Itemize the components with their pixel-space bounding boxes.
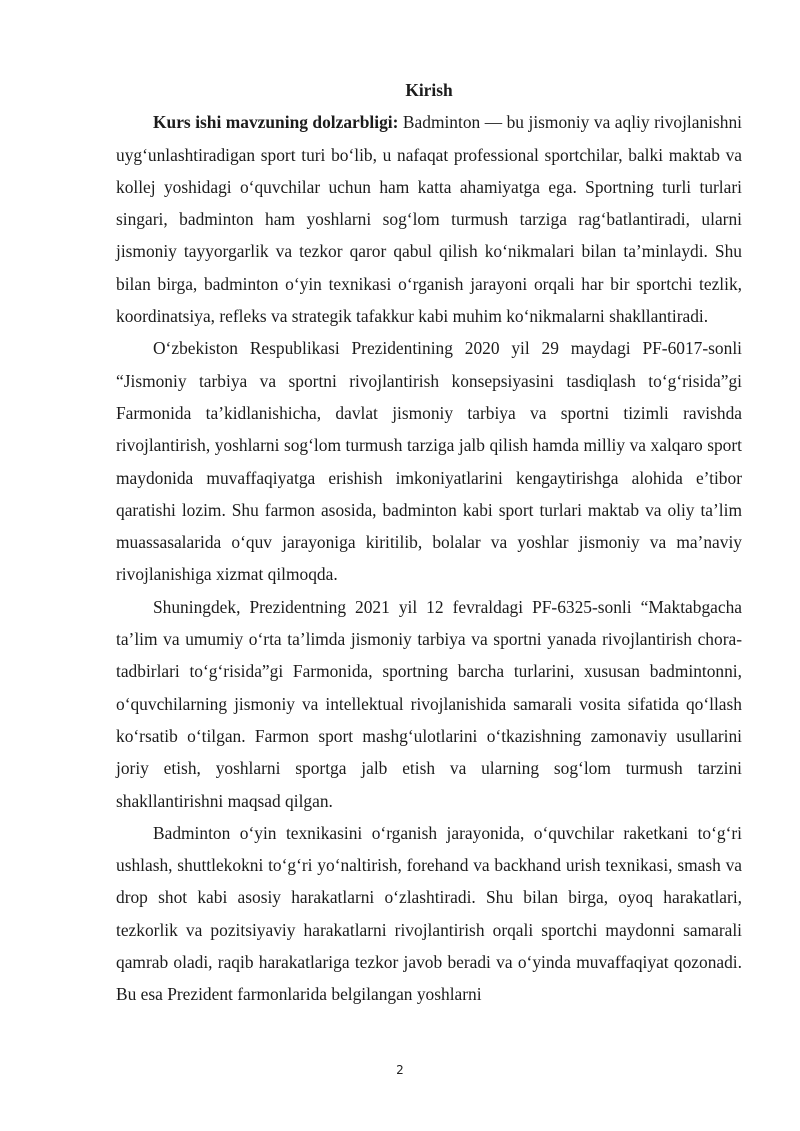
paragraph-technique: [116, 817, 742, 1011]
paragraph-decree-2020: [116, 332, 742, 590]
paragraph-text: Badminton o‘yin texnikasini o‘rganish jarayonida, o‘quvchilar raketkani to‘g‘ri ushlash, shuttlekokni to‘g‘ri yo‘naltirish, forehand va backhand urish texnikasi, smash va drop shot kabi asosiy harakatlarni o‘zlashtiradi. Shu bilan birga, oyoq harakatlari, tezkorlik va pozitsiyaviy harakatlarni rivojlantirish orqali sportchi maydonni samarali qamrab oladi, raqib harakatlariga tezkor javob beradi va o‘yinda muvaffaqiyat qozonadi. Bu esa Prezident farmonlarida belgilangan yoshlarni: [116, 822, 742, 1005]
page-number: 2: [396, 1063, 404, 1077]
paragraph-text: O‘zbekiston Respublikasi Prezidentining 2020 yil 29 maydagi PF-6017-sonli “Jismoniy tarbiya va sportni rivojlantirish konsepsiyasini tasdiqlash to‘g‘risida”gi Farmonida ta’kidlanishicha, davlat jismoniy tarbiya va sportni tizimli ravishda rivojlantirish, yoshlarni sog‘lom turmush tarziga jalb qilish hamda milliy va xalqaro sport maydonida muvaffaqiyatga erishish imkoniyatlarini kengaytirishga alohida e’tibor qaratishi lozim. Shu farmon asosida, badminton kabi sport turlari maktab va oliy ta’lim muassasalarida o‘quv jarayoniga kiritilib, bolalar va yoshlar jismoniy va ma’naviy rivojlanishiga xizmat qilmoqda.: [116, 338, 742, 585]
paragraph-lead: Kurs ishi mavzuning dolzarbligi:: [153, 112, 399, 133]
paragraph-text: Shuningdek, Prezidentning 2021 yil 12 fevraldagi PF-6325-sonli “Maktabgacha ta’lim va umumiy o‘rta ta’limda jismoniy tarbiya va sportni yanada rivojlantirish chora-tadbirlari to‘g‘risida”gi Farmonida, sportning barcha turlarini, xususan badmintonni, o‘quvchilarning jismoniy va intellektual rivojlanishida samarali vosita sifatida qo‘llash ko‘rsatib o‘tilgan. Farmon sport mashg‘ulotlarini o‘tkazishning zamonaviy usullarini joriy etish, yoshlarni sportga jalb etish va ularning sog‘lom turmush tarzini shakllantirishni maqsad qilgan.: [116, 596, 742, 811]
section-title: Kirish: [405, 80, 453, 100]
paragraph-text: Badminton — bu jismoniy va aqliy rivojlanishni uyg‘unlashtiradigan sport turi bo‘lib, u nafaqat professional sportchilar, balki maktab va kollej yoshidagi o‘quvchilar uchun ham katta ahamiyatga ega. Sportning turli turlari singari, badminton ham yoshlarni sog‘lom turmush tarziga rag‘batlantiradi, ularni jismoniy tayyorgarlik va tezkor qaror qabul qilish ko‘nikmalari bilan ta’minlaydi. Shu bilan birga, badminton o‘yin texnikasi o‘rganish jarayoni orqali har bir sportchi tezlik, koordinatsiya, refleks va strategik tafakkur kabi muhim ko‘nikmalarni shakllantiradi.: [116, 112, 742, 327]
paragraph-relevance: [116, 106, 742, 332]
document-body: [116, 74, 742, 1011]
paragraph-decree-2021: [116, 591, 742, 817]
